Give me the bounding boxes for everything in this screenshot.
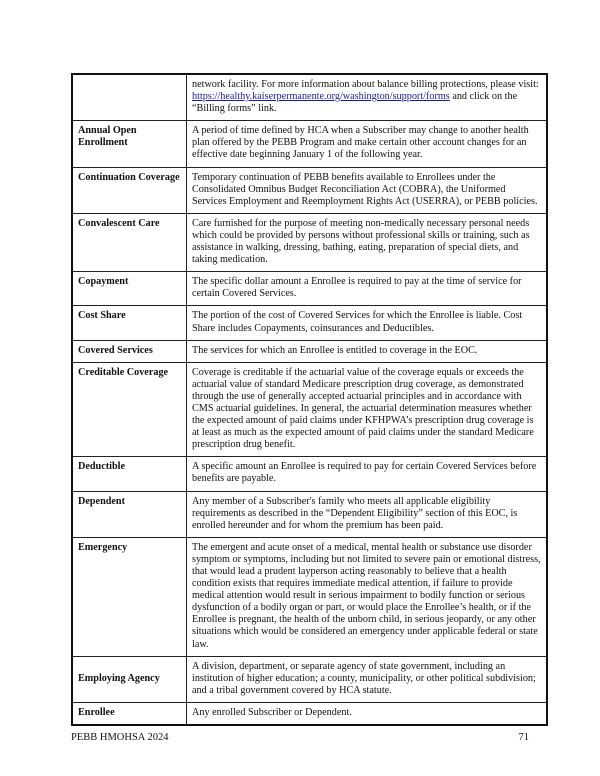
term-cell: Annual Open Enrollment [72,121,187,167]
term-cell: Emergency [72,537,187,656]
term-cell: Covered Services [72,340,187,362]
definition-cell: Any enrolled Subscriber or Dependent. [187,702,548,725]
definitions-table [71,73,548,726]
term-cell: Enrollee [72,702,187,725]
definition-cell: Temporary continuation of PEBB benefits available to Enrollees under the Consolidated Omnibus Budget Reconciliation Act (COBRA), the Uniformed Services Employment and Reemployment Rights Act (USERRA), or PEBB policies. [187,167,548,213]
table-row [72,121,547,167]
definition-text: network facility. For more information about balance billing protections, please visit: [192,79,539,90]
term-cell: Copayment [72,272,187,306]
table-row [72,167,547,213]
term-cell: Convalescent Care [72,213,187,271]
table-row [72,702,547,725]
kaiser-forms-link[interactable]: https://healthy.kaiserpermanente.org/washington/support/forms [192,91,450,103]
table-row [72,272,547,306]
table-row [72,491,547,537]
definition-cell: Coverage is creditable if the actuarial value of the coverage equals or exceeds the actuarial value of standard Medicare prescription drug coverage, as demonstrated through the use of generally accepted actuarial principles and in accordance with CMS actuarial guidelines. In general, the actuarial determination measures whether the expected amount of paid claims under KFHPWA’s prescription drug coverage is at least as much as the expected amount of paid claims under the standard Medicare prescription drug benefit. [187,362,548,457]
term-cell: Employing Agency [72,656,187,702]
definition-cell [187,74,548,121]
definition-cell: The emergent and acute onset of a medical, mental health or substance use disorder symptom or symptoms, including but not limited to severe pain or emotional distress, that would lead a prudent layperson acting reasonably to believe that a health condition exists that requires immediate medical attention, if failure to provide medical attention would result in serious impairment to bodily function or serious dysfunction of a bodily organ or part, or would place the Enrollee’s health, or if the Enrollee is pregnant, the health of the unborn child, in serious jeopardy, or any other situations which would be considered an emergency under applicable federal or state law. [187,537,548,656]
definition-text: and click on the “Billing forms” link. [192,91,518,115]
definition-cell: A specific amount an Enrollee is required to pay for certain Covered Services before benefits are payable. [187,457,548,491]
table-row [72,362,547,457]
table-row [72,537,547,656]
term-cell: Cost Share [72,306,187,340]
table-row [72,306,547,340]
table-row [72,457,547,491]
definition-cell: The portion of the cost of Covered Services for which the Enrollee is liable. Cost Share includes Copayments, coinsurances and Deductibles. [187,306,548,340]
footer-page-number: 71 [518,732,529,743]
term-cell: Continuation Coverage [72,167,187,213]
term-cell: Dependent [72,491,187,537]
definition-cell: The services for which an Enrollee is entitled to coverage in the EOC. [187,340,548,362]
footer-document-title: PEBB HMOHSA 2024 [71,732,169,743]
table-row [72,74,547,121]
definition-cell: A division, department, or separate agency of state government, including an institution of higher education; a county, municipality, or other political subdivision; and a tribal government covered by HCA statute. [187,656,548,702]
definition-cell: A period of time defined by HCA when a Subscriber may change to another health plan offered by the PEBB Program and make certain other account changes for an effective date beginning January 1 of the following year. [187,121,548,167]
term-cell: Creditable Coverage [72,362,187,457]
definition-cell: The specific dollar amount a Enrollee is required to pay at the time of service for certain Covered Services. [187,272,548,306]
table-row [72,213,547,271]
table-row [72,656,547,702]
term-cell: Deductible [72,457,187,491]
definition-cell: Care furnished for the purpose of meeting non-medically necessary personal needs which could be provided by persons without professional skills or training, such as assistance in walking, dressing, bathing, eating, preparation of special diets, and taking medication. [187,213,548,271]
term-cell [72,74,187,121]
table-row [72,340,547,362]
definition-cell: Any member of a Subscriber's family who meets all applicable eligibility requirements as described in the “Dependent Eligibility” section of this EOC, is enrolled hereunder and for whom the premium has been paid. [187,491,548,537]
